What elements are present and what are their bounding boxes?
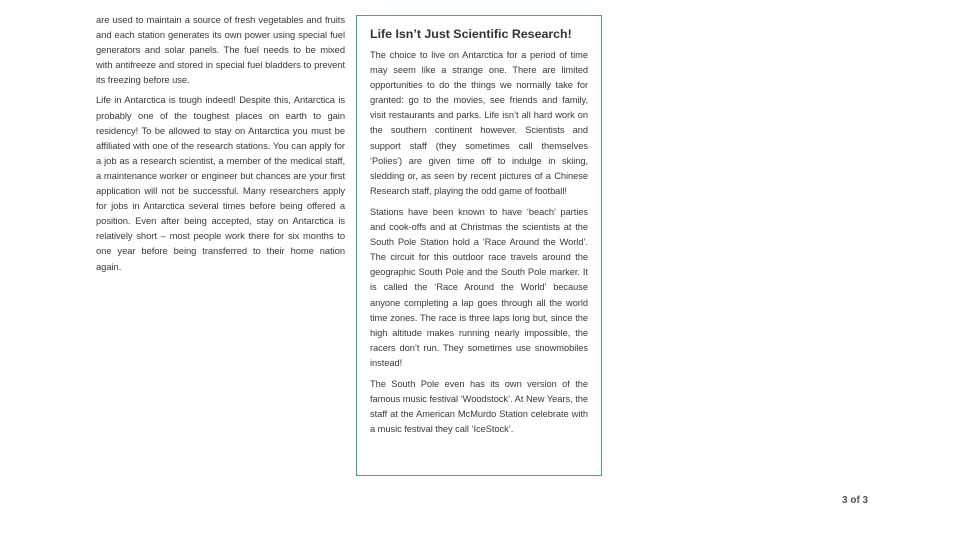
body-paragraph: are used to maintain a source of fresh vegetables and fruits and each station generates its own power using special fuel generators and solar panels. The fuel needs to be mixed with antifreeze and stored in special fuel bladders to prevent its freezing before use. [96,14,345,86]
sidebar-paragraph: The choice to live on Antarctica for a period of time may seem like a strange one. There are limited opportunities to do the things we normally take for granted: go to the movies, see friends and family, visit restaurants and parks. Life isn’t all hard work on the southern continent however. Scientists and support staff (they sometimes call themselves ‘Polies’) are given time off to indulge in skiing, sledding or, as seen by recent pictures of a Chinese Research staff, playing the odd game of football! [370,50,588,196]
sidebar-paragraph: The South Pole even has its own version of the famous music festival ‘Woodstock’. At New Years, the staff at the American McMurdo Station celebrate with a music festival they call ‘IceStock’. [370,378,588,435]
body-paragraph: Life in Antarctica is tough indeed! Despite this, Antarctica is probably one of the toughest places on earth to gain residency! To be allowed to stay on Antarctica you must be affiliated with one of the research stations. You can apply for a job as a research scientist, a member of the medical staff, a maintenance worker or engineer but chances are your first application will not be successful. Many researchers apply for jobs in Antarctica several times before being offered a position. Even after being accepted, stay on Antarctica is relatively short – most people work there for six months to one year before being transferred to their home nation again. [96,94,345,272]
sidebar-paragraph: Stations have been known to have ‘beach’ parties and cook-offs and at Christmas the scientists at the South Pole Station hold a ‘Race Around the World’. The circuit for this outdoor race travels around the geographic South Pole and the South Pole marker. It is called the ‘Race Around the World’ because anyone completing a lap goes through all the world time zones. The race is three laps long but, since the high altitude makes running nearly impossible, the racers don’t run. They sometimes use snowmobiles instead! [370,206,588,368]
sidebar-title: Life Isn’t Just Scientific Research! [370,27,572,41]
sidebar-box [356,15,602,476]
page-number: 3 of 3 [842,495,869,506]
main-text-column [96,12,345,279]
